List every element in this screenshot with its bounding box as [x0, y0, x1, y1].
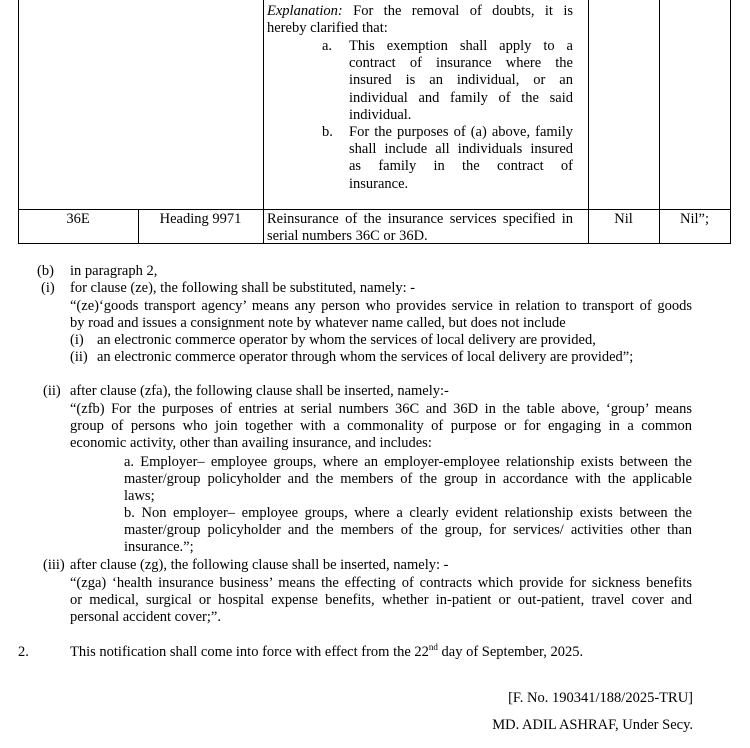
- clause-ii-text: after clause (zfa), the following clause shall be inserted, namely:-: [70, 383, 449, 399]
- explanation-item-b-line: For the purposes of (a) above, family: [349, 124, 573, 140]
- paragraph-2-text-before: This notification shall come into force with effect from the 22: [70, 644, 429, 660]
- explanation-intro-line2: hereby clarified that:: [267, 20, 388, 37]
- clause-ze-line: “(ze)‘goods transport agency’ means any person who provides service in relation to transport of goods: [70, 298, 692, 314]
- explanation-item-b-line: shall include all individuals insured: [349, 141, 573, 158]
- clause-zfb-line: “(zfb) For the purposes of entries at serial numbers 36C and 36D in the table above, ‘group’ means: [70, 401, 692, 417]
- clause-i-text: for clause (ze), the following shall be substituted, namely: -: [70, 280, 416, 296]
- clause-zga-line: personal accident cover;”.: [70, 609, 221, 626]
- clause-zfb-line: economic activity, other than availing insurance, and includes:: [70, 435, 432, 452]
- clause-zfb-line: group of persons who join together with a commonality of purpose or for engaging in a common: [70, 418, 692, 435]
- explanation-item-a-line: insured is an individual, or an: [349, 72, 573, 89]
- clause-iii-label: (iii): [43, 557, 65, 573]
- row-description-line: Reinsurance of the insurance services specified in: [267, 211, 573, 227]
- row-description-line: serial numbers 36C or 36D.: [267, 228, 428, 245]
- clause-ze-sub-i-text: an electronic commerce operator by whom the services of local delivery are provided,: [97, 332, 596, 348]
- clause-ze-sub-ii-text: an electronic commerce operator through whom the services of local delivery are provided”;: [97, 349, 634, 365]
- explanation-item-b-line: as family in the contract of: [349, 158, 573, 175]
- table-border-left: [18, 0, 19, 244]
- signatory: MD. ADIL ASHRAF, Under Secy.: [492, 717, 693, 733]
- explanation-item-a: [349, 38, 573, 124]
- paragraph-2-text: [70, 644, 583, 661]
- clause-ze-line: by road and issues a consignment note by whatever name called, but does not include: [70, 315, 566, 332]
- paragraph-2-sup: nd: [428, 642, 438, 653]
- paragraph-2-label: 2.: [18, 644, 29, 660]
- clause-ii-label: (ii): [43, 383, 61, 399]
- clause-b-text: in paragraph 2,: [70, 263, 158, 279]
- explanation-intro-line1: For the removal of doubts, it is: [353, 3, 574, 19]
- clause-iii-text: after clause (zg), the following clause shall be inserted, namely: -: [70, 557, 449, 573]
- clause-zfb-item-b-line: master/group policyholder and the members of the group, for services/ activities other than: [124, 522, 692, 539]
- clause-zga-definition: [70, 575, 692, 627]
- clause-zfb-item-a-line: master/group policyholder and the members of the group in accordance with the applicable: [124, 471, 692, 488]
- clause-zfb-item-a-line: laws;: [124, 488, 155, 505]
- explanation-item-b-line: insurance.: [349, 175, 409, 192]
- clause-zfb-item-a-line: a. Employer– employee groups, where an employer-employee relationship exists between the: [124, 454, 692, 470]
- explanation-item-a-line: individual.: [349, 106, 412, 123]
- table-border-col5: [659, 0, 660, 244]
- paragraph-2-text-after: day of September, 2025.: [437, 644, 584, 660]
- clause-zga-line: “(zga) ‘health insurance business’ means the effecting of contracts which provide for sickness benefits: [70, 575, 692, 591]
- explanation-item-a-line: contract of insurance where the: [349, 55, 573, 72]
- clause-ze-sub-i-label: (i): [70, 332, 84, 348]
- clause-zfb-item-a: [124, 454, 692, 506]
- explanation-label: Explanation:: [267, 3, 343, 19]
- explanation-intro: [267, 3, 573, 37]
- table-border-col3: [263, 0, 264, 244]
- table-border-right: [730, 0, 731, 244]
- clause-zfb-item-b: [124, 505, 692, 557]
- explanation-item-b: [349, 124, 573, 193]
- clause-b-label: (b): [37, 263, 54, 279]
- table-row-divider: [18, 209, 731, 210]
- row-serial-36e: 36E: [66, 211, 90, 227]
- clause-zga-line: or medical, surgical or hospital expense benefits, whether in-patient or out-patient, travel cover and: [70, 592, 692, 609]
- explanation-item-a-line: individual and family of the said: [349, 89, 573, 106]
- clause-zfb-item-b-line: insurance.”;: [124, 539, 194, 556]
- clause-ze-definition: [70, 298, 692, 332]
- table-border-col4: [588, 0, 589, 244]
- row-condition-36e: Nil”;: [680, 211, 709, 227]
- clause-i-label: (i): [41, 280, 55, 296]
- row-description-36e: [267, 211, 573, 245]
- clause-zfb-item-b-line: b. Non employer– employee groups, where a clearly evident relationship exists between the: [124, 505, 692, 521]
- row-heading-9971: Heading 9971: [159, 211, 242, 227]
- explanation-item-a-marker: a.: [322, 38, 333, 54]
- explanation-item-b-marker: b.: [322, 124, 333, 140]
- explanation-item-a-line: This exemption shall apply to a: [349, 38, 573, 54]
- clause-zfb-definition: [70, 401, 692, 453]
- clause-ze-sub-ii-label: (ii): [70, 349, 88, 365]
- file-number: [F. No. 190341/188/2025-TRU]: [508, 690, 693, 706]
- row-rate-36e: Nil: [614, 211, 633, 227]
